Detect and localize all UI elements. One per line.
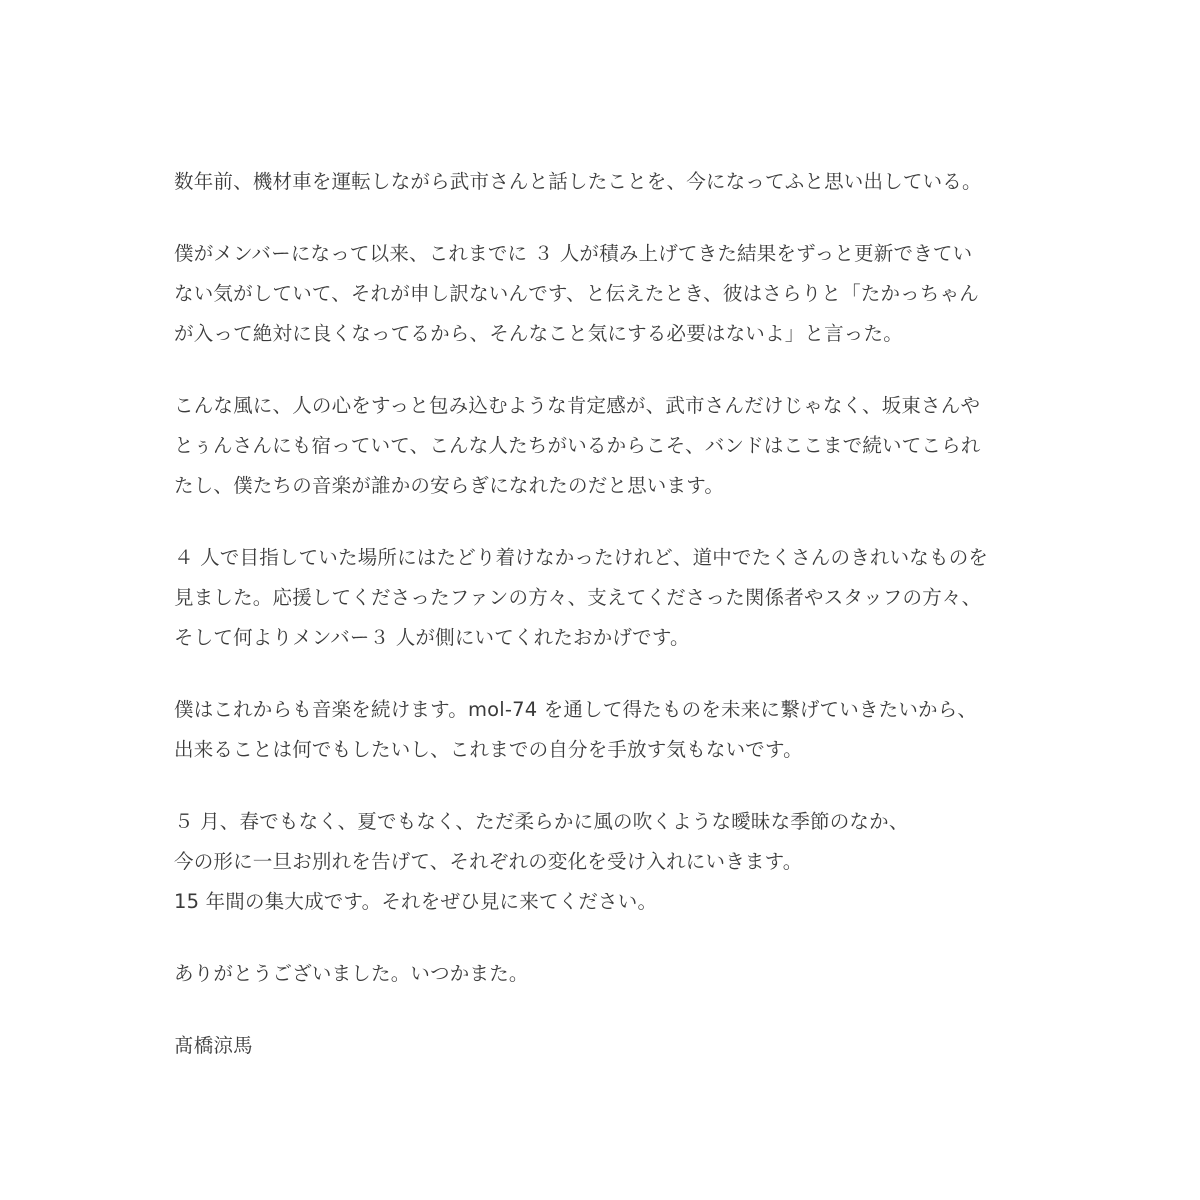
text-line: こんな風に、人の心をすっと包み込むような肯定感が、武市さんだけじゃなく、坂東さんや xyxy=(174,394,981,417)
text-line: 数年前、機材車を運転しながら武市さんと話したことを、今になってふと思い出している。 xyxy=(174,170,982,193)
text-line: 僕がメンバーになって以来、これまでに ３ 人が積み上げてきた結果をずっと更新できてい xyxy=(174,242,973,265)
text-line: ない気がしていて、それが申し訳ないんです、と伝えたとき、彼はさらりと「たかっちゃん xyxy=(174,282,979,305)
text-line: 今の形に一旦お別れを告げて、それぞれの変化を受け入れにいきます。 xyxy=(174,850,803,873)
signature-text: 髙橋涼馬 xyxy=(174,1034,253,1057)
paragraph-6 xyxy=(174,802,1054,922)
text-line: ４ 人で目指していた場所にはたどり着けなかったけれど、道中でたくさんのきれいなものを xyxy=(174,546,989,569)
text-line: とぅんさんにも宿っていて、こんな人たちがいるからこそ、バンドはここまで続いてこられ xyxy=(174,434,981,457)
letter-body xyxy=(174,162,1054,1098)
paragraph-4 xyxy=(174,538,1054,658)
paragraph-3 xyxy=(174,386,1054,506)
text-line: 出来ることは何でもしたいし、これまでの自分を手放す気もないです。 xyxy=(174,738,803,761)
text-line: が入って絶対に良くなってるから、そんなこと気にする必要はないよ」と言った。 xyxy=(174,322,903,345)
text-line: たし、僕たちの音楽が誰かの安らぎになれたのだと思います。 xyxy=(174,474,725,497)
text-line: 15 年間の集大成です。それをぜひ見に来てください。 xyxy=(174,890,658,913)
paragraph-1 xyxy=(174,162,1054,202)
paragraph-5 xyxy=(174,690,1054,770)
text-line: ありがとうございました。いつかまた。 xyxy=(174,962,529,985)
text-line: 僕はこれからも音楽を続けます。mol-74 を通して得たものを未来に繋げていきたいから、 xyxy=(174,698,978,721)
text-line: ５ 月、春でもなく、夏でもなく、ただ柔らかに風の吹くような曖昧な季節のなか、 xyxy=(174,810,909,833)
text-line: 見ました。応援してくださったファンの方々、支えてくださった関係者やスタッフの方々、 xyxy=(174,586,982,609)
paragraph-2 xyxy=(174,234,1054,354)
signature xyxy=(174,1026,1054,1066)
paragraph-7 xyxy=(174,954,1054,994)
text-line: そして何よりメンバー３ 人が側にいてくれたおかげです。 xyxy=(174,626,690,649)
